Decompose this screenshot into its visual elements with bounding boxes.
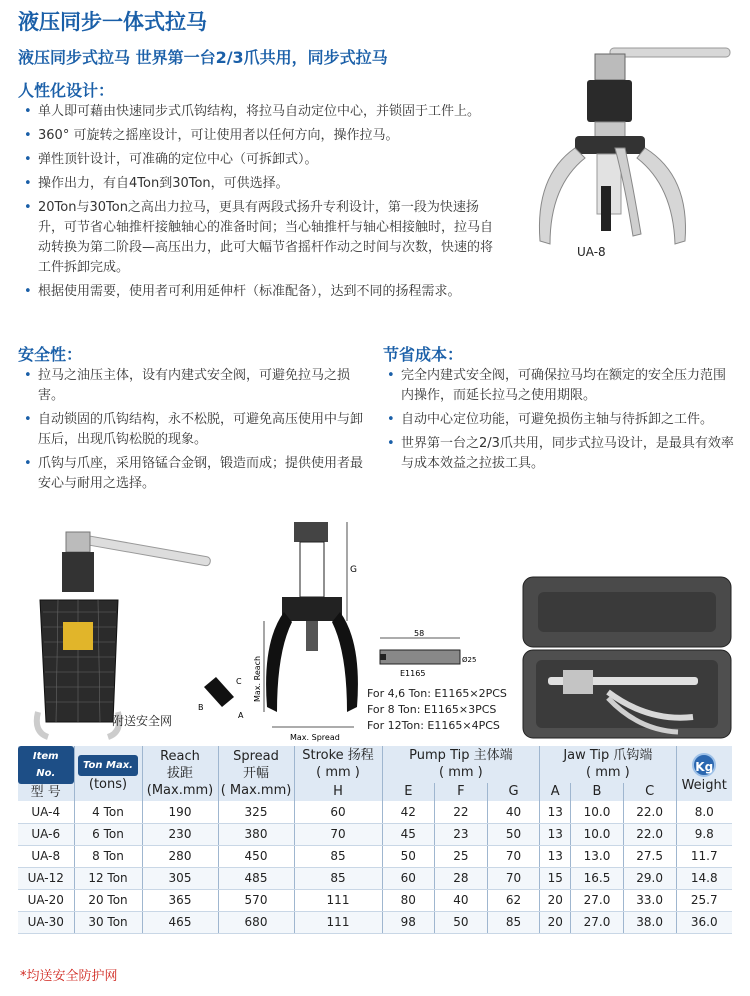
stroke-header-cell bbox=[294, 746, 382, 783]
table-row bbox=[18, 845, 732, 867]
list-item: • 自动中心定位功能，可避免损伤主轴与待拆卸之工件。 bbox=[385, 410, 735, 430]
pump-sub-e: E bbox=[382, 783, 435, 801]
cell-h: 85 bbox=[294, 867, 382, 889]
cell-spread: 570 bbox=[218, 889, 294, 911]
list-item: • 360° 可旋转之摇座设计，可让使用者以任何方向，操作拉马。 bbox=[22, 126, 508, 146]
reach-label: Max. Reach bbox=[253, 655, 262, 702]
model-header-cell bbox=[18, 746, 74, 801]
cell-e: 80 bbox=[382, 889, 435, 911]
jaw-unit: ( mm ) bbox=[586, 765, 630, 781]
ton-header-cell bbox=[74, 746, 142, 801]
stroke-sub: H bbox=[294, 783, 382, 801]
ton-unit: (tons) bbox=[88, 776, 128, 792]
table-row bbox=[18, 889, 732, 911]
footnote: *均送安全防护网 bbox=[20, 969, 118, 984]
cell-e: 42 bbox=[382, 801, 435, 823]
cell-c: 33.0 bbox=[623, 889, 676, 911]
table-row bbox=[18, 911, 732, 933]
cell-ton: 6 Ton bbox=[74, 823, 142, 845]
pump-unit: ( mm ) bbox=[439, 765, 483, 781]
pump-sub-f: F bbox=[435, 783, 488, 801]
cell-b: 10.0 bbox=[571, 823, 624, 845]
cell-model: UA-8 bbox=[18, 845, 74, 867]
page-title: 液压同步一体式拉马 bbox=[18, 10, 207, 34]
cell-a: 13 bbox=[540, 823, 571, 845]
cell-f: 22 bbox=[435, 801, 488, 823]
jaw-header-cell bbox=[540, 746, 676, 783]
list-item: • 世界第一台之2/3爪共用，同步式拉马设计，是最具有效率与成本效益之拉拔工具。 bbox=[385, 434, 735, 474]
ext-note: For 12Ton: E1165×4PCS bbox=[367, 719, 500, 732]
pump-header: Pump Tip 主体端 bbox=[409, 748, 513, 764]
cell-weight: 11.7 bbox=[676, 845, 732, 867]
cell-h: 85 bbox=[294, 845, 382, 867]
cell-f: 28 bbox=[435, 867, 488, 889]
cell-e: 45 bbox=[382, 823, 435, 845]
dim-c-label: C bbox=[236, 677, 242, 686]
reach-header-cell bbox=[142, 746, 218, 801]
spread-en: Spread bbox=[233, 749, 279, 764]
cell-ton: 20 Ton bbox=[74, 889, 142, 911]
spread-label: Max. Spread bbox=[290, 733, 340, 742]
cell-g: 40 bbox=[487, 801, 540, 823]
stroke-unit: ( mm ) bbox=[316, 765, 360, 781]
cell-reach: 190 bbox=[142, 801, 218, 823]
jaw-sub-b: B bbox=[571, 783, 624, 801]
cell-c: 38.0 bbox=[623, 911, 676, 933]
cell-g: 62 bbox=[487, 889, 540, 911]
table-row bbox=[18, 823, 732, 845]
extension-rod-drawing bbox=[370, 630, 480, 680]
pump-header-cell bbox=[382, 746, 540, 783]
cell-spread: 380 bbox=[218, 823, 294, 845]
cell-model: UA-30 bbox=[18, 911, 74, 933]
cell-b: 27.0 bbox=[571, 889, 624, 911]
cell-f: 23 bbox=[435, 823, 488, 845]
cell-h: 70 bbox=[294, 823, 382, 845]
stroke-header: Stroke 扬程 bbox=[302, 748, 374, 764]
cell-weight: 8.0 bbox=[676, 801, 732, 823]
cell-g: 85 bbox=[487, 911, 540, 933]
cell-g: 70 bbox=[487, 867, 540, 889]
ext-code-label: E1165 bbox=[400, 669, 426, 678]
cell-f: 50 bbox=[435, 911, 488, 933]
cell-weight: 36.0 bbox=[676, 911, 732, 933]
design-list bbox=[22, 102, 508, 306]
list-item: • 自动锁固的爪钩结构，永不松脱，可避免高压使用中与卸压后，出现爪钩松脱的现象。 bbox=[22, 410, 372, 450]
page-subtitle: 液压同步式拉马 世界第一台2/3爪共用，同步式拉马 bbox=[18, 48, 388, 67]
ext-len-label: 58 bbox=[414, 630, 425, 638]
cell-spread: 680 bbox=[218, 911, 294, 933]
cell-a: 13 bbox=[540, 801, 571, 823]
jaw-sub-c: C bbox=[623, 783, 676, 801]
cost-list bbox=[385, 366, 735, 478]
ext-dia-label: Ø25 bbox=[462, 656, 477, 664]
jaw-header: Jaw Tip 爪钩端 bbox=[563, 748, 653, 764]
cell-b: 13.0 bbox=[571, 845, 624, 867]
cell-ton: 4 Ton bbox=[74, 801, 142, 823]
cell-a: 13 bbox=[540, 845, 571, 867]
cell-a: 15 bbox=[540, 867, 571, 889]
extension-notes bbox=[367, 686, 507, 734]
spread-header-cell bbox=[218, 746, 294, 801]
jaw-sub-a: A bbox=[540, 783, 571, 801]
list-item: • 20Ton与30Ton之高出力拉马，更具有两段式扬升专利设计，第一段为快速扬升，可节省心轴推杆接触轴心的准备时间；当心轴推杆与轴心相接触时，拉马自动转换为第二阶段—高压出力，此可大幅节省摇杆作动之时间与次数，快速的将工件拆卸完成。 bbox=[22, 198, 502, 278]
cell-spread: 325 bbox=[218, 801, 294, 823]
cell-h: 111 bbox=[294, 911, 382, 933]
cell-model: UA-6 bbox=[18, 823, 74, 845]
design-heading: 人性化设计： bbox=[18, 81, 115, 100]
list-item: • 爪钩与爪座，采用铬锰合金钢，锻造而成；提供使用者最安心与耐用之选择。 bbox=[22, 454, 372, 494]
list-item: • 完全内建式安全阀，可确保拉马均在额定的安全压力范围内操作，而延长拉马之使用期限。 bbox=[385, 366, 735, 406]
ton-max-badge: Ton Max. bbox=[78, 755, 138, 776]
cell-c: 29.0 bbox=[623, 867, 676, 889]
carry-case-image bbox=[518, 572, 736, 742]
technical-drawing bbox=[192, 512, 362, 744]
puller-hero-image bbox=[515, 36, 740, 266]
dim-b-label: B bbox=[198, 703, 204, 712]
cell-reach: 365 bbox=[142, 889, 218, 911]
dim-a-label: A bbox=[238, 711, 244, 720]
cell-weight: 9.8 bbox=[676, 823, 732, 845]
cell-model: UA-4 bbox=[18, 801, 74, 823]
pump-sub-g: G bbox=[487, 783, 540, 801]
ext-note: For 4,6 Ton: E1165×2PCS bbox=[367, 687, 507, 700]
cell-model: UA-20 bbox=[18, 889, 74, 911]
cell-weight: 14.8 bbox=[676, 867, 732, 889]
cell-b: 16.5 bbox=[571, 867, 624, 889]
cell-reach: 305 bbox=[142, 867, 218, 889]
dim-g-label: G bbox=[350, 565, 357, 575]
reach-en: Reach bbox=[160, 749, 200, 764]
reach-unit: (Max.mm) bbox=[146, 783, 214, 798]
cell-ton: 30 Ton bbox=[74, 911, 142, 933]
spec-table bbox=[18, 746, 732, 934]
list-item: • 根据使用需要，使用者可利用延伸杆（标准配备），达到不同的扬程需求。 bbox=[22, 282, 508, 302]
cell-h: 111 bbox=[294, 889, 382, 911]
spread-cn: 开幅 bbox=[242, 766, 269, 781]
spread-unit: ( Max.mm) bbox=[220, 783, 292, 798]
list-item: • 单人即可藉由快速同步式爪钩结构，将拉马自动定位中心，并锁固于工件上。 bbox=[22, 102, 508, 122]
cell-b: 10.0 bbox=[571, 801, 624, 823]
cell-c: 22.0 bbox=[623, 801, 676, 823]
cell-f: 25 bbox=[435, 845, 488, 867]
list-item: • 拉马之油压主体，设有内建式安全阀，可避免拉马之损害。 bbox=[22, 366, 372, 406]
model-header: 型 号 bbox=[30, 785, 61, 800]
cell-e: 50 bbox=[382, 845, 435, 867]
cell-a: 20 bbox=[540, 889, 571, 911]
cell-reach: 465 bbox=[142, 911, 218, 933]
kg-icon: Kg bbox=[692, 753, 716, 777]
cost-heading: 节省成本： bbox=[383, 345, 464, 364]
cell-reach: 230 bbox=[142, 823, 218, 845]
cell-g: 50 bbox=[487, 823, 540, 845]
safety-net-image bbox=[18, 512, 218, 744]
weight-header-cell bbox=[676, 746, 732, 801]
table-row bbox=[18, 867, 732, 889]
cell-model: UA-12 bbox=[18, 867, 74, 889]
model-label: UA-8 bbox=[577, 245, 606, 259]
list-item: • 弹性顶针设计，可准确的定位中心（可拆卸式）。 bbox=[22, 150, 508, 170]
cell-a: 20 bbox=[540, 911, 571, 933]
weight-header: Weight bbox=[681, 778, 727, 793]
item-no-badge: Item No. bbox=[18, 746, 74, 784]
net-caption: 附送安全网 bbox=[112, 714, 173, 728]
cell-reach: 280 bbox=[142, 845, 218, 867]
cell-c: 22.0 bbox=[623, 823, 676, 845]
cell-weight: 25.7 bbox=[676, 889, 732, 911]
cell-e: 98 bbox=[382, 911, 435, 933]
cell-ton: 12 Ton bbox=[74, 867, 142, 889]
cell-ton: 8 Ton bbox=[74, 845, 142, 867]
cell-c: 27.5 bbox=[623, 845, 676, 867]
reach-cn: 拔距 bbox=[166, 766, 193, 781]
list-item: • 操作出力，有自4Ton到30Ton，可供选择。 bbox=[22, 174, 508, 194]
cell-h: 60 bbox=[294, 801, 382, 823]
cell-g: 70 bbox=[487, 845, 540, 867]
ext-note: For 8 Ton: E1165×3PCS bbox=[367, 703, 497, 716]
cell-b: 27.0 bbox=[571, 911, 624, 933]
cell-e: 60 bbox=[382, 867, 435, 889]
cell-spread: 450 bbox=[218, 845, 294, 867]
cell-f: 40 bbox=[435, 889, 488, 911]
cell-spread: 485 bbox=[218, 867, 294, 889]
safety-list bbox=[22, 366, 372, 498]
table-row bbox=[18, 801, 732, 823]
safety-heading: 安全性： bbox=[18, 345, 83, 364]
